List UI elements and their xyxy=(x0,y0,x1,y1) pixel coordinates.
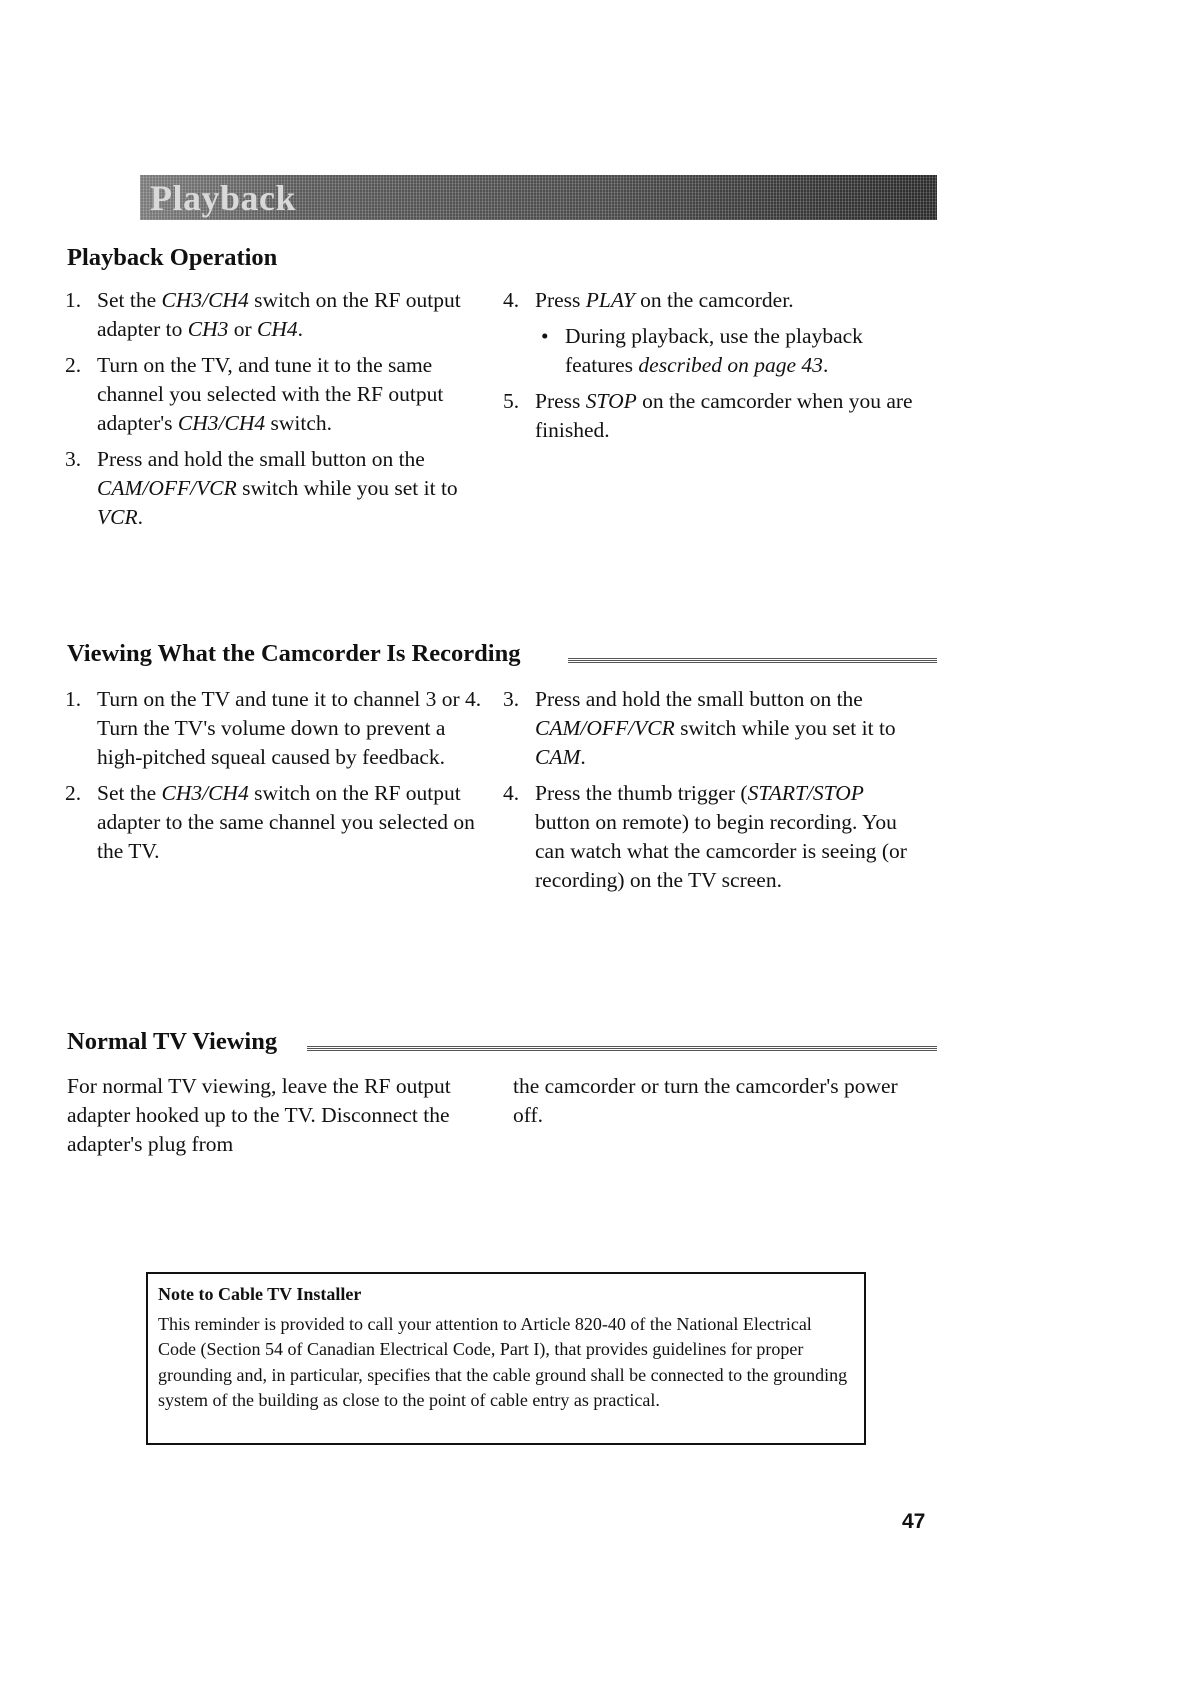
banner-title: Playback xyxy=(150,178,297,218)
bullet-item xyxy=(503,322,923,380)
heading-viewing-recording: Viewing What the Camcorder Is Recording xyxy=(67,640,521,667)
step-text: Turn on the TV, and tune it to the same channel you selected with the RF output adapter's CH3/CH4 switch. xyxy=(97,353,444,435)
step-item xyxy=(65,351,485,438)
heading-normal-tv-viewing: Normal TV Viewing xyxy=(67,1028,278,1055)
step-text: Press PLAY on the camcorder. xyxy=(535,288,794,312)
step-item xyxy=(65,779,495,866)
step-text: Press the thumb trigger (START/STOP button on remote) to begin recording. You can watch what the camcorder is seeing (or recording) on the TV screen. xyxy=(535,781,907,892)
step-number: 2. xyxy=(65,353,82,377)
step-item xyxy=(503,387,923,445)
step-item xyxy=(65,685,495,772)
step-text: Turn on the TV and tune it to channel 3 or 4. Turn the TV's volume down to prevent a high-pitched squeal caused by feedback. xyxy=(97,687,482,769)
step-number: 2. xyxy=(65,781,82,805)
step-number: 4. xyxy=(503,781,520,805)
heading-rule xyxy=(568,658,937,663)
step-item xyxy=(65,445,485,532)
page-number: 47 xyxy=(902,1510,926,1533)
note-body: This reminder is provided to call your attention to Article 820-40 of the National Electrical Code (Section 54 of Canadian Electrical Code, Part I), that provides guidelines for proper grounding and, in particular, specifies that the cable ground shall be connected to the grounding system of the building as close to the point of cable entry as practical. xyxy=(158,1313,848,1410)
playback-steps-left xyxy=(65,286,485,539)
heading-playback-operation: Playback Operation xyxy=(67,244,278,271)
step-text: Press STOP on the camcorder when you are finished. xyxy=(535,389,913,442)
step-number: 5. xyxy=(503,389,520,413)
step-number: 3. xyxy=(503,687,520,711)
step-number: 1. xyxy=(65,288,82,312)
normal-tv-text-right: the camcorder or turn the camcorder's power off. xyxy=(513,1074,898,1127)
viewing-steps-right xyxy=(503,685,923,902)
step-item xyxy=(65,286,485,344)
step-number: 1. xyxy=(65,687,82,711)
note-title: Note to Cable TV Installer xyxy=(158,1284,362,1304)
step-item xyxy=(503,286,923,315)
step-number: 4. xyxy=(503,288,520,312)
bullet-dot: • xyxy=(541,324,549,348)
note-box xyxy=(146,1272,866,1445)
step-text: Press and hold the small button on the CAM/OFF/VCR switch while you set it to CAM. xyxy=(535,687,896,769)
section-banner xyxy=(140,175,937,220)
step-text: Press and hold the small button on the CAM/OFF/VCR switch while you set it to VCR. xyxy=(97,447,458,529)
viewing-steps-left xyxy=(65,685,495,873)
step-text: Set the CH3/CH4 switch on the RF output adapter to the same channel you selected on the TV. xyxy=(97,781,475,863)
step-text: During playback, use the playback features described on page 43. xyxy=(565,324,863,377)
normal-tv-text-left: For normal TV viewing, leave the RF output adapter hooked up to the TV. Disconnect the adapter's plug from xyxy=(67,1074,451,1156)
step-item xyxy=(503,779,923,895)
step-item xyxy=(503,685,923,772)
step-number: 3. xyxy=(65,447,82,471)
playback-steps-right xyxy=(503,286,923,452)
heading-rule xyxy=(307,1046,937,1051)
step-text: Set the CH3/CH4 switch on the RF output adapter to CH3 or CH4. xyxy=(97,288,461,341)
